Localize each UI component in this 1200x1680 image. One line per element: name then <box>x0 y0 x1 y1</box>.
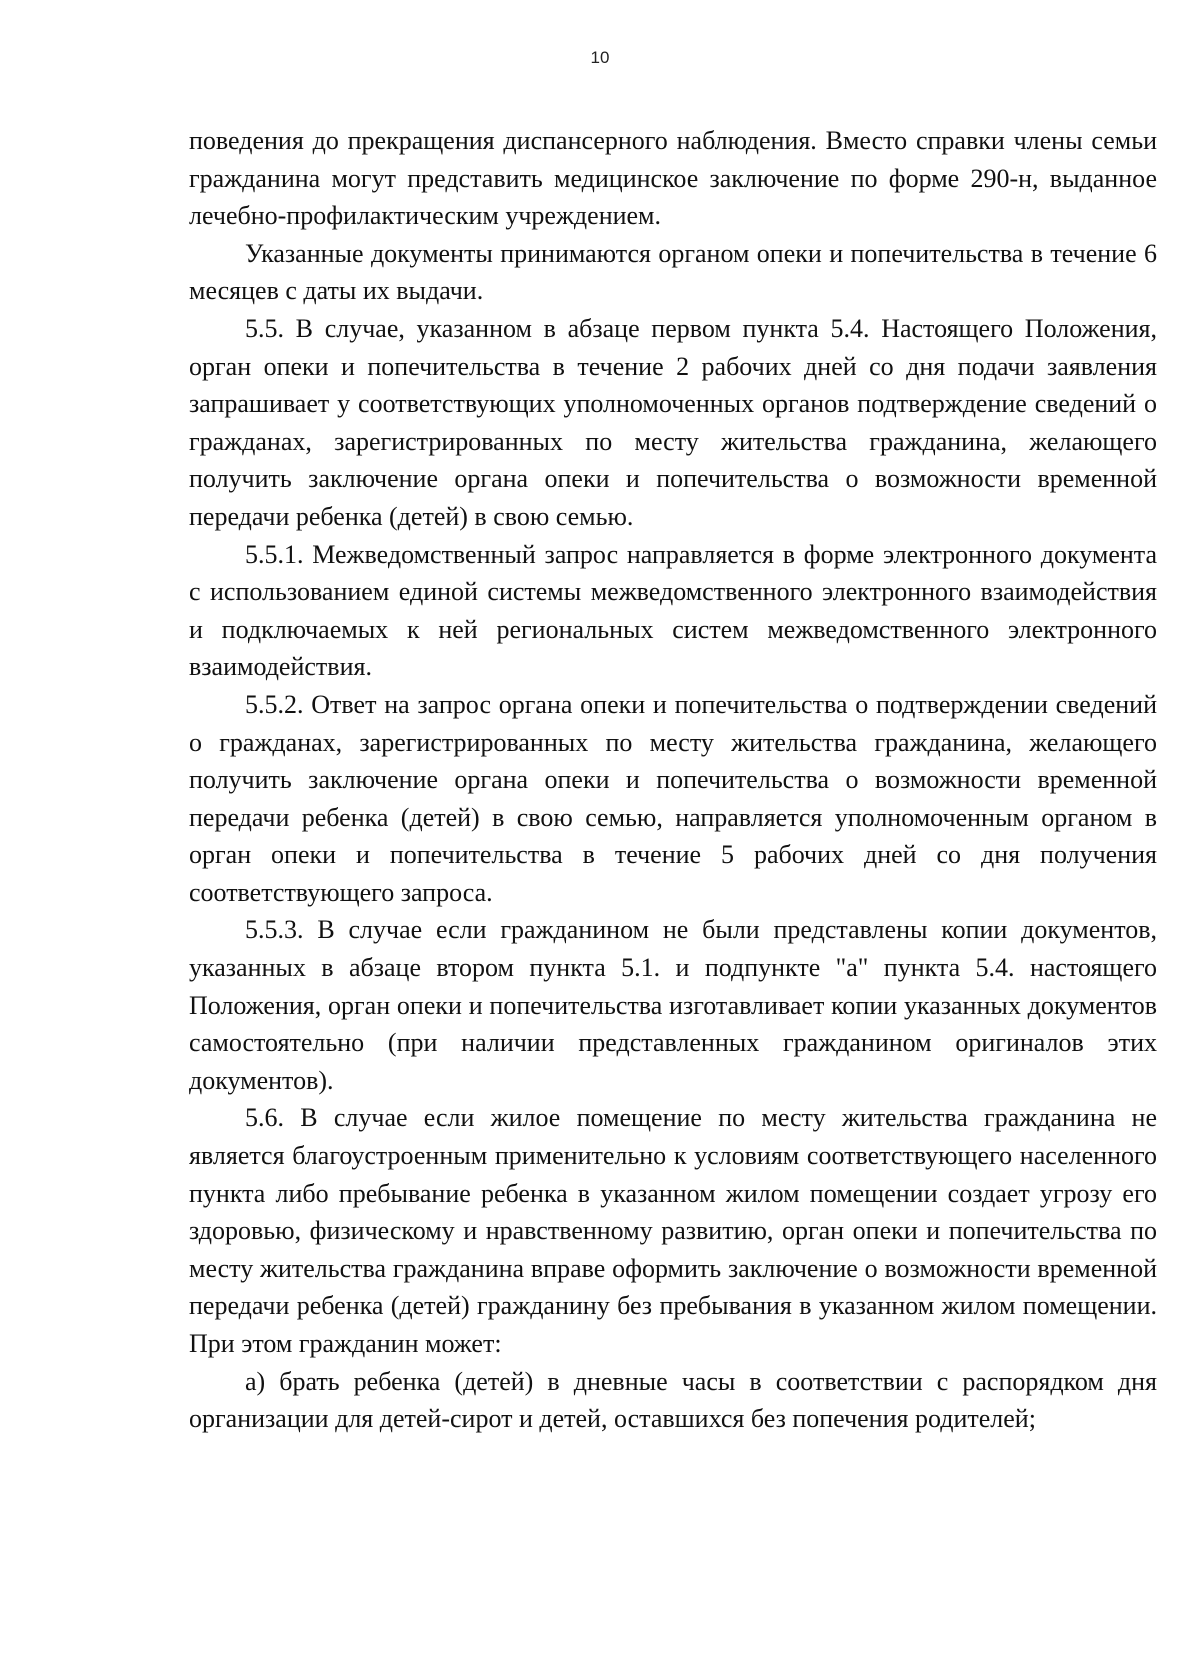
document-body <box>189 122 1157 1438</box>
paragraph-continuation: поведения до прекращения диспансерного наблюдения. Вместо справки члены семьи гражданина могут представить медицинское заключение по форме 290-н, выданное лечебно-профилактическим учреждением. <box>189 126 1157 231</box>
paragraph-5-6-a: а) брать ребенка (детей) в дневные часы в соответствии с распорядком дня организации для детей-сирот и детей, оставшихся без попечения родителей; <box>189 1366 1157 1434</box>
paragraph-5-5: 5.5. В случае, указанном в абзаце первом пункта 5.4. Настоящего Положения, орган опеки и попечительства в течение 2 рабочих дней со дня подачи заявления запрашивает у соответствующих уполномоченных органов подтверждение сведений о гражданах, зарегистрированных по месту жительства гражданина, желающего получить заключение органа опеки и попечительства о возможности временной передачи ребенка (детей) в свою семью. <box>189 313 1157 531</box>
paragraph-5-5-1: 5.5.1. Межведомственный запрос направляется в форме электронного документа с использованием единой системы межведомственного электронного взаимодействия и подключаемых к ней региональных систем межведомственного электронного взаимодействия. <box>189 539 1157 682</box>
page-number: 10 <box>590 48 610 67</box>
paragraph-5-5-3: 5.5.3. В случае если гражданином не были представлены копии документов, указанных в абзаце втором пункта 5.1. и подпункте "а" пункта 5.4. настоящего Положения, орган опеки и попечительства изготавливает копии указанных документов самостоятельно (при наличии представленных гражданином оригиналов этих документов). <box>189 915 1157 1095</box>
paragraph-5-6: 5.6. В случае если жилое помещение по месту жительства гражданина не является благоустроенным применительно к условиям соответствующего населенного пункта либо пребывание ребенка в указанном жилом помещении создает угрозу его здоровью, физическому и нравственному развитию, орган опеки и попечительства по месту жительства гражданина вправе оформить заключение о возможности временной передачи ребенка (детей) гражданину без пребывания в указанном жилом помещении. При этом гражданин может: <box>189 1103 1157 1358</box>
paragraph-5-5-2: 5.5.2. Ответ на запрос органа опеки и попечительства о подтверждении сведений о гражданах, зарегистрированных по месту жительства гражданина, желающего получить заключение органа опеки и попечительства о возможности временной передачи ребенка (детей) в свою семью, направляется уполномоченным органом в орган опеки и попечительства в течение 5 рабочих дней со дня получения соответствующего запроса. <box>189 689 1157 907</box>
paragraph-documents-term: Указанные документы принимаются органом опеки и попечительства в течение 6 месяцев с даты их выдачи. <box>189 238 1157 306</box>
